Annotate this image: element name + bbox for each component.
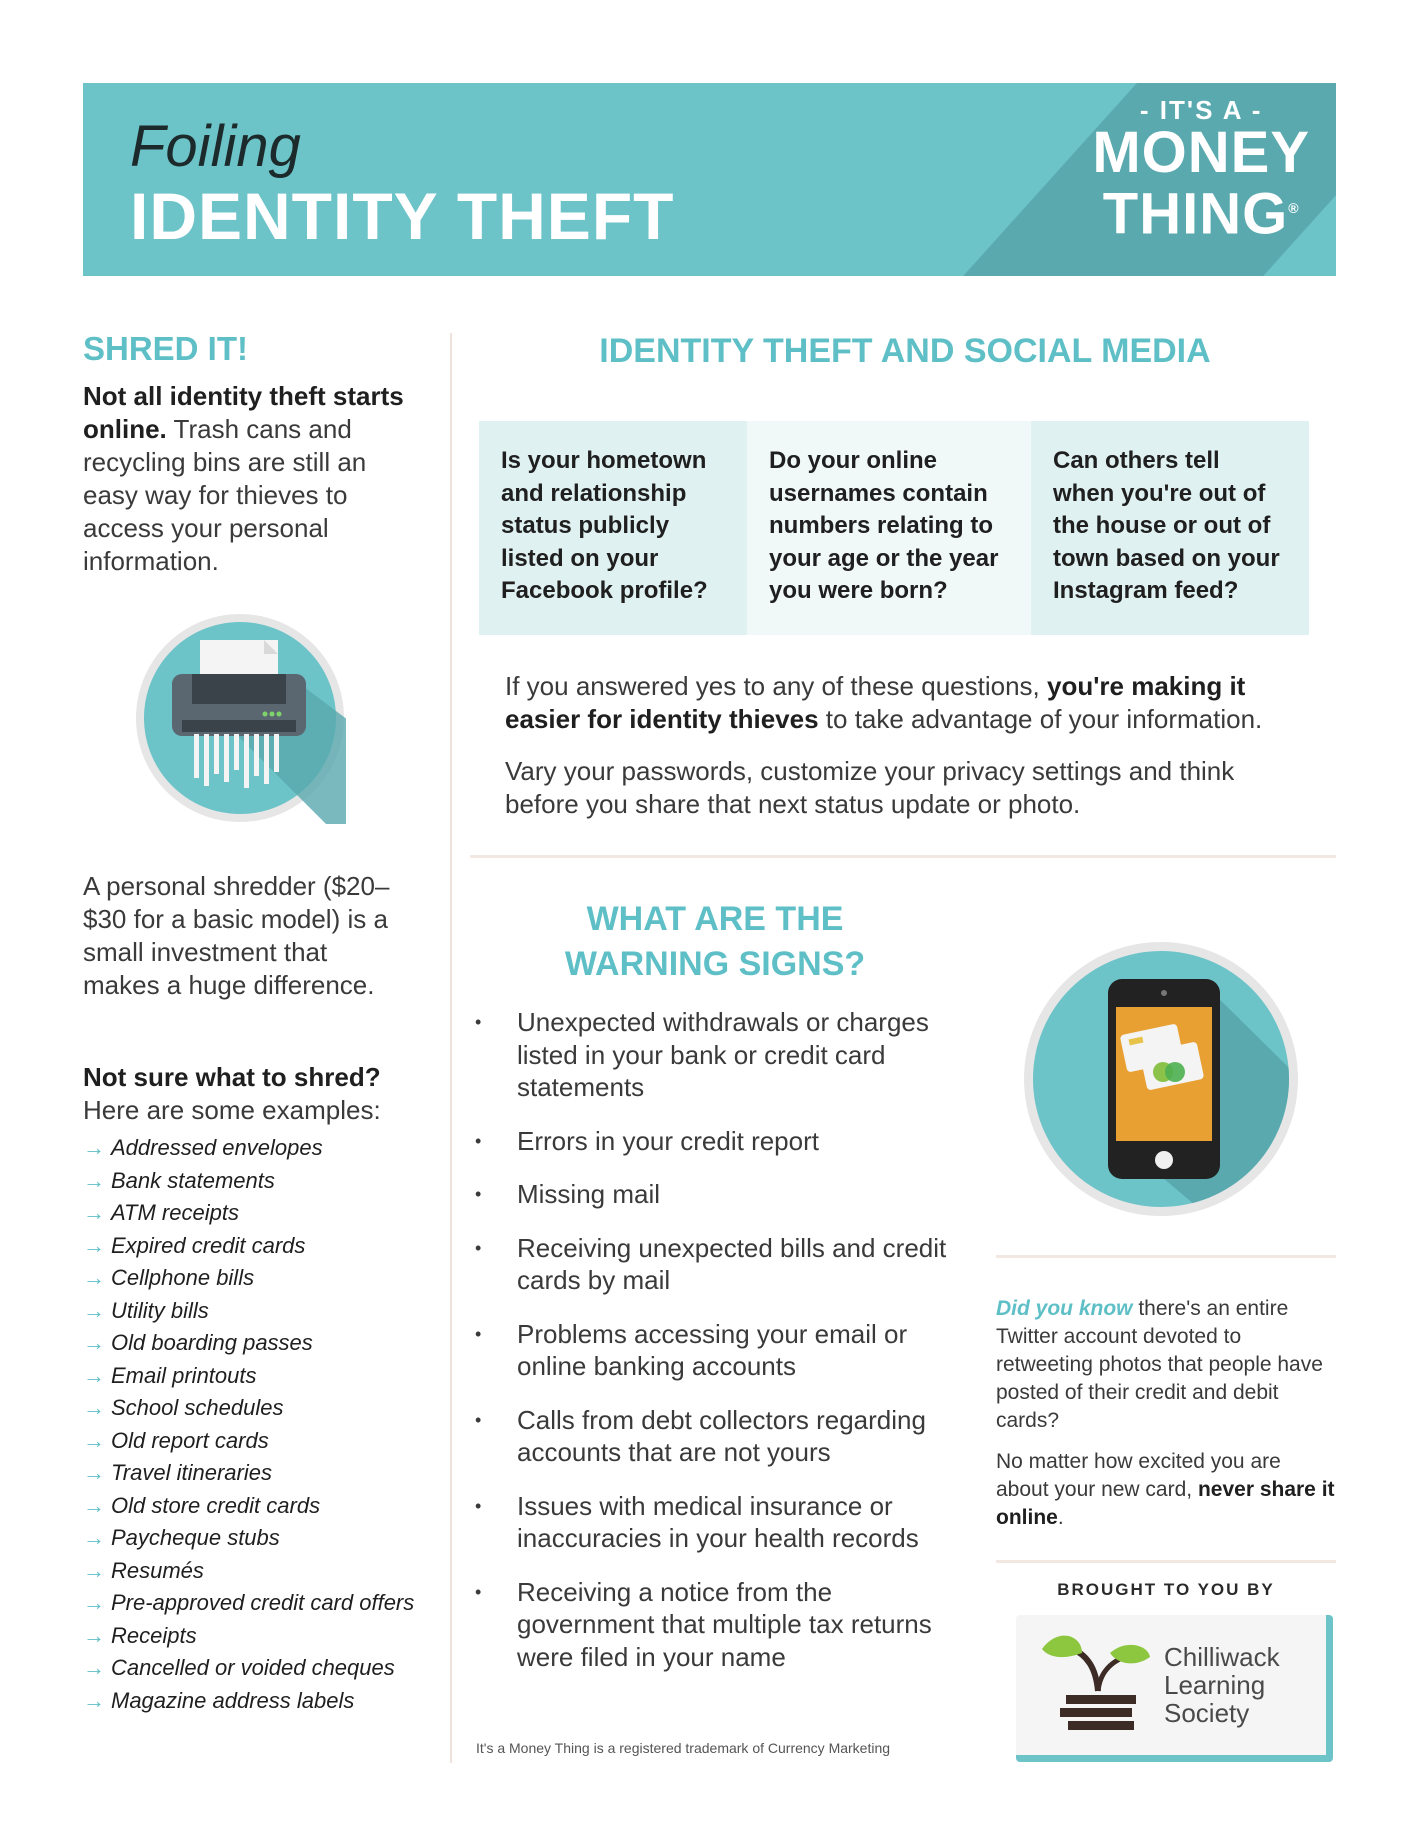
shred-item-label: Cellphone bills [111, 1265, 255, 1290]
follow-pre: No matter how excited you are about your new card, [996, 1450, 1281, 1501]
shred-item-label: Expired credit cards [111, 1232, 306, 1258]
logo-line2: MONEY [1092, 120, 1310, 185]
money-thing-logo [1092, 95, 1310, 247]
shred-item-label: Email printouts [111, 1362, 257, 1388]
shred-item-label: Paycheque stubs [111, 1525, 280, 1550]
shred-item-label: Receipts [111, 1622, 197, 1648]
arrow-right-icon: → [83, 1557, 105, 1583]
side-divider-2 [996, 1560, 1336, 1563]
arrow-right-icon: → [83, 1297, 105, 1323]
warning-heading [520, 897, 910, 987]
shred-list-item [83, 1392, 414, 1425]
arrow-right-icon: → [83, 1395, 105, 1420]
side-divider-1 [996, 1255, 1336, 1258]
warning-sign-item: • Missing mail [470, 1178, 970, 1211]
arrow-right-icon: → [83, 1687, 105, 1713]
follow-post: . [1057, 1506, 1064, 1529]
did-you-know [996, 1295, 1336, 1435]
shred-list-item [83, 1230, 414, 1263]
shred-item-label: Utility bills [111, 1297, 209, 1323]
shred-item-label: Magazine address labels [111, 1687, 355, 1713]
social-answer [505, 670, 1295, 735]
arrow-right-icon: → [83, 1330, 105, 1355]
social-advice: Vary your passwords, customize your privacy settings and think before you share that next status update or photo. [505, 756, 1235, 819]
sponsor-label: BROUGHT TO YOU BY [1057, 1580, 1275, 1599]
sponsor-name-line1: Chilliwack [1164, 1642, 1280, 1672]
shred-list-item [83, 1132, 414, 1165]
section-divider [470, 855, 1336, 858]
shred-list-item [83, 1360, 414, 1393]
shred-item-label: Bank statements [111, 1167, 275, 1193]
shred-item-label: Old boarding passes [111, 1330, 313, 1355]
shred-list-item [83, 1490, 414, 1523]
shred-prompt-rest: Here are some examples: [83, 1095, 381, 1125]
warning-sign-item: • Receiving unexpected bills and credit cards by mail [470, 1232, 970, 1297]
sponsor-card [1016, 1615, 1333, 1762]
arrow-right-icon: → [83, 1460, 105, 1485]
arrow-right-icon: → [83, 1655, 105, 1680]
warning-heading-line1: WHAT ARE THE [586, 900, 844, 938]
shred-list-item [83, 1555, 414, 1588]
arrow-right-icon: → [83, 1492, 105, 1518]
sponsor-name-line3: Society [1164, 1698, 1250, 1728]
arrow-right-icon: → [83, 1427, 105, 1453]
social-answer-pre: If you answered yes to any of these questions, [505, 671, 1047, 701]
follow-bold: never share it online [996, 1478, 1335, 1529]
shred-list-item [83, 1262, 414, 1295]
question-box-3: Can others tell when you're out of the house or out of town based on your Instagram feed? [1031, 421, 1309, 635]
social-heading: IDENTITY THEFT AND SOCIAL MEDIA [599, 332, 1211, 370]
shred-item-label: Travel itineraries [111, 1460, 272, 1485]
shred-item-label: Addressed envelopes [111, 1135, 323, 1160]
shred-list-item [83, 1457, 414, 1490]
social-answer-post: to take advantage of your information. [818, 703, 1263, 734]
arrow-right-icon: → [83, 1265, 105, 1290]
shred-item-label: Old store credit cards [111, 1492, 321, 1518]
did-you-know-follow [996, 1448, 1336, 1532]
shred-list-item [83, 1587, 414, 1620]
shred-list-item [83, 1685, 414, 1718]
arrow-right-icon: → [83, 1232, 105, 1258]
shred-item-label: Resumés [111, 1557, 204, 1583]
warning-heading-line2: WARNING SIGNS? [564, 945, 866, 983]
smartphone-icon [1023, 941, 1299, 1217]
arrow-right-icon: → [83, 1200, 105, 1225]
shred-item-label: School schedules [111, 1395, 284, 1420]
shred-item-label: Cancelled or voided cheques [111, 1655, 395, 1680]
shred-intro-bold: Not all identity theft starts online. [83, 381, 404, 444]
arrow-right-icon: → [83, 1525, 105, 1550]
warning-sign-item: • Issues with medical insurance or inaccuracies in your health records [470, 1490, 970, 1555]
arrow-right-icon: → [83, 1362, 105, 1388]
social-answer-bold: you're making it easier for identity thieves [505, 671, 1246, 734]
warning-sign-item: • Errors in your credit report [470, 1125, 970, 1158]
column-divider [450, 333, 452, 1763]
tree-books-icon [1038, 1629, 1158, 1739]
shred-list-item [83, 1620, 414, 1653]
header-banner [83, 83, 1336, 276]
shred-list-item [83, 1652, 414, 1685]
question-box-2: Do your online usernames contain numbers relating to your age or the year you were born? [747, 421, 1031, 635]
shred-item-label: ATM receipts [111, 1200, 239, 1225]
warning-sign-item: • Unexpected withdrawals or charges listed in your bank or credit card statements [470, 1006, 970, 1104]
sponsor-name-line2: Learning [1164, 1670, 1266, 1700]
footer-trademark: It's a Money Thing is a registered trademark of Currency Marketing [476, 1740, 891, 1756]
warning-signs-list [470, 1006, 970, 1694]
shred-prompt [83, 1061, 413, 1127]
shred-intro [83, 380, 413, 578]
title-subtitle: Foiling [130, 114, 301, 179]
warning-sign-item: • Problems accessing your email or online banking accounts [470, 1318, 970, 1383]
arrow-right-icon: → [83, 1135, 105, 1160]
shred-item-label: Old report cards [111, 1427, 269, 1453]
logo-line1: - IT'S A - [1139, 95, 1263, 125]
page-title: IDENTITY THEFT [130, 179, 675, 253]
shred-list-item [83, 1327, 414, 1360]
shredder-text: A personal shredder ($20–$30 for a basic model) is a small investment that makes a huge difference. [83, 871, 390, 1000]
shred-list-item [83, 1522, 414, 1555]
shred-heading: SHRED IT! [83, 330, 248, 367]
warning-sign-item: • Calls from debt collectors regarding accounts that are not yours [470, 1404, 970, 1469]
shred-list-item [83, 1165, 414, 1198]
warning-sign-item: • Receiving a notice from the government that multiple tax returns were filed in your name [470, 1576, 970, 1674]
did-you-know-lead: Did you know [996, 1297, 1133, 1320]
shred-list-item [83, 1425, 414, 1458]
shredder-icon [134, 612, 346, 824]
sponsor-name [1164, 1643, 1280, 1727]
shred-list-item [83, 1295, 414, 1328]
arrow-right-icon: → [83, 1622, 105, 1648]
logo-line3: THING® [1102, 181, 1300, 247]
shred-list [83, 1132, 414, 1717]
shred-item-label: Pre-approved credit card offers [111, 1590, 415, 1615]
arrow-right-icon: → [83, 1167, 105, 1193]
shred-prompt-bold: Not sure what to shred? [83, 1062, 381, 1092]
shred-list-item [83, 1197, 414, 1230]
did-you-know-text: there's an entire Twitter account devoted to retweeting photos that people have posted of their credit and debit cards? [996, 1297, 1323, 1432]
arrow-right-icon: → [83, 1590, 105, 1615]
shred-intro-rest: Trash cans and recycling bins are still an easy way for thieves to access your personal information. [83, 414, 367, 576]
question-box-1: Is your hometown and relationship status publicly listed on your Facebook profile? [479, 421, 747, 635]
